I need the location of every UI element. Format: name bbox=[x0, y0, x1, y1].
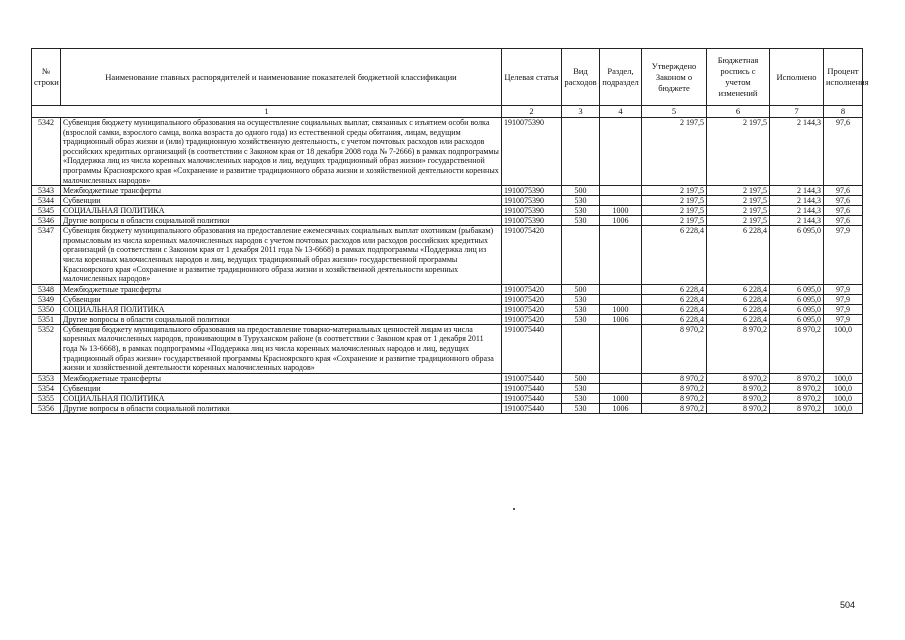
row-number: 5356 bbox=[32, 403, 61, 413]
row-executed: 8 970,2 bbox=[770, 393, 824, 403]
row-painting: 2 197,5 bbox=[707, 186, 770, 196]
row-section: 1006 bbox=[600, 403, 642, 413]
row-target: 1910075420 bbox=[502, 314, 562, 324]
row-target: 1910075390 bbox=[502, 196, 562, 206]
row-percent: 97,9 bbox=[824, 294, 863, 304]
row-exp-type: 530 bbox=[562, 383, 600, 393]
row-approved: 6 228,4 bbox=[642, 294, 707, 304]
row-percent: 100,0 bbox=[824, 324, 863, 373]
row-approved: 2 197,5 bbox=[642, 186, 707, 196]
row-number: 5350 bbox=[32, 304, 61, 314]
header-percent: Процент исполнения bbox=[824, 49, 863, 106]
row-approved: 2 197,5 bbox=[642, 216, 707, 226]
row-painting: 6 228,4 bbox=[707, 284, 770, 294]
header-name: Наименование главных распорядителей и наименование показателей бюджетной классификации bbox=[61, 49, 502, 106]
row-painting: 2 197,5 bbox=[707, 206, 770, 216]
header-num: № строки bbox=[32, 49, 61, 106]
row-exp-type bbox=[562, 118, 600, 186]
row-approved: 8 970,2 bbox=[642, 324, 707, 373]
row-section: 1000 bbox=[600, 206, 642, 216]
page-number: 504 bbox=[839, 600, 855, 610]
column-number: 3 bbox=[562, 106, 600, 118]
row-number: 5355 bbox=[32, 393, 61, 403]
table-row bbox=[32, 373, 863, 383]
row-exp-type: 500 bbox=[562, 186, 600, 196]
header-section: Раздел, подраздел bbox=[600, 49, 642, 106]
row-approved: 2 197,5 bbox=[642, 206, 707, 216]
row-exp-type: 530 bbox=[562, 393, 600, 403]
row-approved: 6 228,4 bbox=[642, 314, 707, 324]
row-section bbox=[600, 324, 642, 373]
row-exp-type bbox=[562, 324, 600, 373]
column-number: 6 bbox=[707, 106, 770, 118]
table-row bbox=[32, 284, 863, 294]
row-executed: 6 095,0 bbox=[770, 314, 824, 324]
row-target: 1910075420 bbox=[502, 226, 562, 285]
row-percent: 97,6 bbox=[824, 118, 863, 186]
column-number: 2 bbox=[502, 106, 562, 118]
row-executed: 2 144,3 bbox=[770, 118, 824, 186]
row-name: Межбюджетные трансферты bbox=[61, 284, 502, 294]
row-target: 1910075420 bbox=[502, 294, 562, 304]
row-section bbox=[600, 196, 642, 206]
row-percent: 97,9 bbox=[824, 304, 863, 314]
row-painting: 8 970,2 bbox=[707, 324, 770, 373]
row-painting: 6 228,4 bbox=[707, 314, 770, 324]
row-approved: 8 970,2 bbox=[642, 383, 707, 393]
table-row bbox=[32, 206, 863, 216]
column-number: 5 bbox=[642, 106, 707, 118]
row-approved: 2 197,5 bbox=[642, 118, 707, 186]
row-number: 5347 bbox=[32, 226, 61, 285]
row-approved: 6 228,4 bbox=[642, 284, 707, 294]
table-row bbox=[32, 226, 863, 285]
row-section: 1000 bbox=[600, 393, 642, 403]
row-target: 1910075440 bbox=[502, 373, 562, 383]
table-row bbox=[32, 304, 863, 314]
row-name: Межбюджетные трансферты bbox=[61, 373, 502, 383]
header-painting: Бюджетная роспись с учетом изменений bbox=[707, 49, 770, 106]
row-painting: 2 197,5 bbox=[707, 196, 770, 206]
row-target: 1910075440 bbox=[502, 324, 562, 373]
budget-table bbox=[31, 48, 869, 414]
row-executed: 2 144,3 bbox=[770, 206, 824, 216]
row-executed: 2 144,3 bbox=[770, 186, 824, 196]
row-painting: 8 970,2 bbox=[707, 393, 770, 403]
row-section bbox=[600, 383, 642, 393]
row-executed: 6 095,0 bbox=[770, 304, 824, 314]
row-name: СОЦИАЛЬНАЯ ПОЛИТИКА bbox=[61, 304, 502, 314]
table-row bbox=[32, 294, 863, 304]
row-executed: 6 095,0 bbox=[770, 226, 824, 285]
row-executed: 6 095,0 bbox=[770, 284, 824, 294]
row-section bbox=[600, 373, 642, 383]
row-number: 5343 bbox=[32, 186, 61, 196]
row-name: Субвенция бюджету муниципального образования на предоставление товарно-материальных ценностей лицам из числа коренных малочисленных народов, проживающим в Туруханском районе (в соответствии с Законом края от 1 декабря 2011 года № 13-6668), в рамках подпрограммы «Поддержка лиц из числа коренных малочисленных народов и лиц, ведущих традиционный образ жизни» государственной программы Красноярского края «Сохранение и развитие традиционного образа жизни и хозяйственной деятельности коренных малочисленных народов» bbox=[61, 324, 502, 373]
header-exp-type: Вид расходов bbox=[562, 49, 600, 106]
row-painting: 6 228,4 bbox=[707, 226, 770, 285]
row-section bbox=[600, 284, 642, 294]
row-percent: 100,0 bbox=[824, 383, 863, 393]
row-exp-type: 530 bbox=[562, 314, 600, 324]
row-section: 1006 bbox=[600, 216, 642, 226]
column-number: 4 bbox=[600, 106, 642, 118]
scan-speck bbox=[513, 508, 515, 510]
column-number-row bbox=[32, 106, 863, 118]
row-exp-type: 530 bbox=[562, 294, 600, 304]
row-section: 1000 bbox=[600, 304, 642, 314]
row-section bbox=[600, 186, 642, 196]
row-approved: 8 970,2 bbox=[642, 403, 707, 413]
row-percent: 97,6 bbox=[824, 186, 863, 196]
row-painting: 8 970,2 bbox=[707, 403, 770, 413]
row-percent: 100,0 bbox=[824, 393, 863, 403]
table-row bbox=[32, 383, 863, 393]
row-exp-type: 500 bbox=[562, 284, 600, 294]
column-number: 8 bbox=[824, 106, 863, 118]
row-painting: 2 197,5 bbox=[707, 216, 770, 226]
row-exp-type: 530 bbox=[562, 216, 600, 226]
row-number: 5346 bbox=[32, 216, 61, 226]
row-number: 5348 bbox=[32, 284, 61, 294]
row-percent: 97,9 bbox=[824, 314, 863, 324]
row-approved: 6 228,4 bbox=[642, 304, 707, 314]
row-percent: 100,0 bbox=[824, 403, 863, 413]
row-approved: 6 228,4 bbox=[642, 226, 707, 285]
row-number: 5351 bbox=[32, 314, 61, 324]
table-row bbox=[32, 314, 863, 324]
row-approved: 8 970,2 bbox=[642, 373, 707, 383]
table-row bbox=[32, 196, 863, 206]
row-approved: 2 197,5 bbox=[642, 196, 707, 206]
row-target: 1910075390 bbox=[502, 216, 562, 226]
row-target: 1910075420 bbox=[502, 284, 562, 294]
table-row bbox=[32, 186, 863, 196]
row-target: 1910075420 bbox=[502, 304, 562, 314]
table-row bbox=[32, 393, 863, 403]
row-executed: 2 144,3 bbox=[770, 196, 824, 206]
row-number: 5349 bbox=[32, 294, 61, 304]
row-section bbox=[600, 118, 642, 186]
row-exp-type: 530 bbox=[562, 403, 600, 413]
row-name: СОЦИАЛЬНАЯ ПОЛИТИКА bbox=[61, 206, 502, 216]
row-executed: 8 970,2 bbox=[770, 383, 824, 393]
row-name: Субвенция бюджету муниципального образования на предоставление ежемесячных социальных выплат охотникам (рыбакам) промысловым из числа коренных малочисленных народов с учетом почтовых расходов или расходов российских кредитных организаций (в соответствии с Законом края от 1 декабря 2011 года № 13-6668) в рамках подпрограммы «Поддержка лиц из числа коренных малочисленных народов и лиц, ведущих традиционный образ жизни» государственной программы Красноярского края «Сохранение и развитие традиционного образа жизни и хозяйственной деятельности коренных малочисленных народов» bbox=[61, 226, 502, 285]
row-percent: 97,6 bbox=[824, 216, 863, 226]
row-executed: 8 970,2 bbox=[770, 373, 824, 383]
row-name: Субвенции bbox=[61, 383, 502, 393]
row-section bbox=[600, 226, 642, 285]
row-name: Межбюджетные трансферты bbox=[61, 186, 502, 196]
row-name: Субвенция бюджету муниципального образования на осуществление социальных выплат, связанных с изъятием особи волка (взрослой самки, взрослого самца, волка возраста до одного года) из естественной среды обитания, лицам, ведущим традиционный образ жизни и (или) традиционную хозяйственную деятельность, с учетом почтовых расходов или расходов российских кредитных организаций (в соответствии с Законом края от 18 декабря 2008 года № 7-2666) в рамках подпрограммы «Поддержка лиц из числа коренных малочисленных народов и лиц, ведущих традиционный образ жизни» государственной программы Красноярского края «Сохранение и развитие традиционного образа жизни и хозяйственной деятельности коренных малочисленных народов» bbox=[61, 118, 502, 186]
row-painting: 8 970,2 bbox=[707, 383, 770, 393]
row-painting: 6 228,4 bbox=[707, 294, 770, 304]
row-percent: 97,9 bbox=[824, 226, 863, 285]
row-executed: 2 144,3 bbox=[770, 216, 824, 226]
row-section: 1006 bbox=[600, 314, 642, 324]
row-section bbox=[600, 294, 642, 304]
row-name: СОЦИАЛЬНАЯ ПОЛИТИКА bbox=[61, 393, 502, 403]
table-row bbox=[32, 403, 863, 413]
row-target: 1910075390 bbox=[502, 206, 562, 216]
row-target: 1910075440 bbox=[502, 403, 562, 413]
row-executed: 6 095,0 bbox=[770, 294, 824, 304]
row-approved: 8 970,2 bbox=[642, 393, 707, 403]
row-name: Другие вопросы в области социальной политики bbox=[61, 403, 502, 413]
header-target: Целевая статья bbox=[502, 49, 562, 106]
row-painting: 2 197,5 bbox=[707, 118, 770, 186]
table-header-row bbox=[32, 49, 863, 106]
column-number: 7 bbox=[770, 106, 824, 118]
row-percent: 97,6 bbox=[824, 196, 863, 206]
row-name: Другие вопросы в области социальной политики bbox=[61, 314, 502, 324]
row-executed: 8 970,2 bbox=[770, 324, 824, 373]
row-painting: 6 228,4 bbox=[707, 304, 770, 314]
row-number: 5342 bbox=[32, 118, 61, 186]
row-exp-type: 530 bbox=[562, 206, 600, 216]
row-exp-type: 530 bbox=[562, 196, 600, 206]
row-number: 5345 bbox=[32, 206, 61, 216]
row-target: 1910075390 bbox=[502, 186, 562, 196]
row-exp-type bbox=[562, 226, 600, 285]
table-row bbox=[32, 118, 863, 186]
row-number: 5353 bbox=[32, 373, 61, 383]
row-target: 1910075390 bbox=[502, 118, 562, 186]
row-name: Другие вопросы в области социальной политики bbox=[61, 216, 502, 226]
row-exp-type: 530 bbox=[562, 304, 600, 314]
table-row bbox=[32, 216, 863, 226]
row-percent: 100,0 bbox=[824, 373, 863, 383]
table-row bbox=[32, 324, 863, 373]
row-painting: 8 970,2 bbox=[707, 373, 770, 383]
column-number: 1 bbox=[32, 106, 502, 118]
row-target: 1910075440 bbox=[502, 383, 562, 393]
row-percent: 97,9 bbox=[824, 284, 863, 294]
row-name: Субвенции bbox=[61, 196, 502, 206]
row-number: 5354 bbox=[32, 383, 61, 393]
header-approved: Утверждено Законом о бюджете bbox=[642, 49, 707, 106]
header-executed: Исполнено bbox=[770, 49, 824, 106]
row-number: 5352 bbox=[32, 324, 61, 373]
row-executed: 8 970,2 bbox=[770, 403, 824, 413]
row-target: 1910075440 bbox=[502, 393, 562, 403]
row-number: 5344 bbox=[32, 196, 61, 206]
row-name: Субвенции bbox=[61, 294, 502, 304]
row-exp-type: 500 bbox=[562, 373, 600, 383]
row-percent: 97,6 bbox=[824, 206, 863, 216]
